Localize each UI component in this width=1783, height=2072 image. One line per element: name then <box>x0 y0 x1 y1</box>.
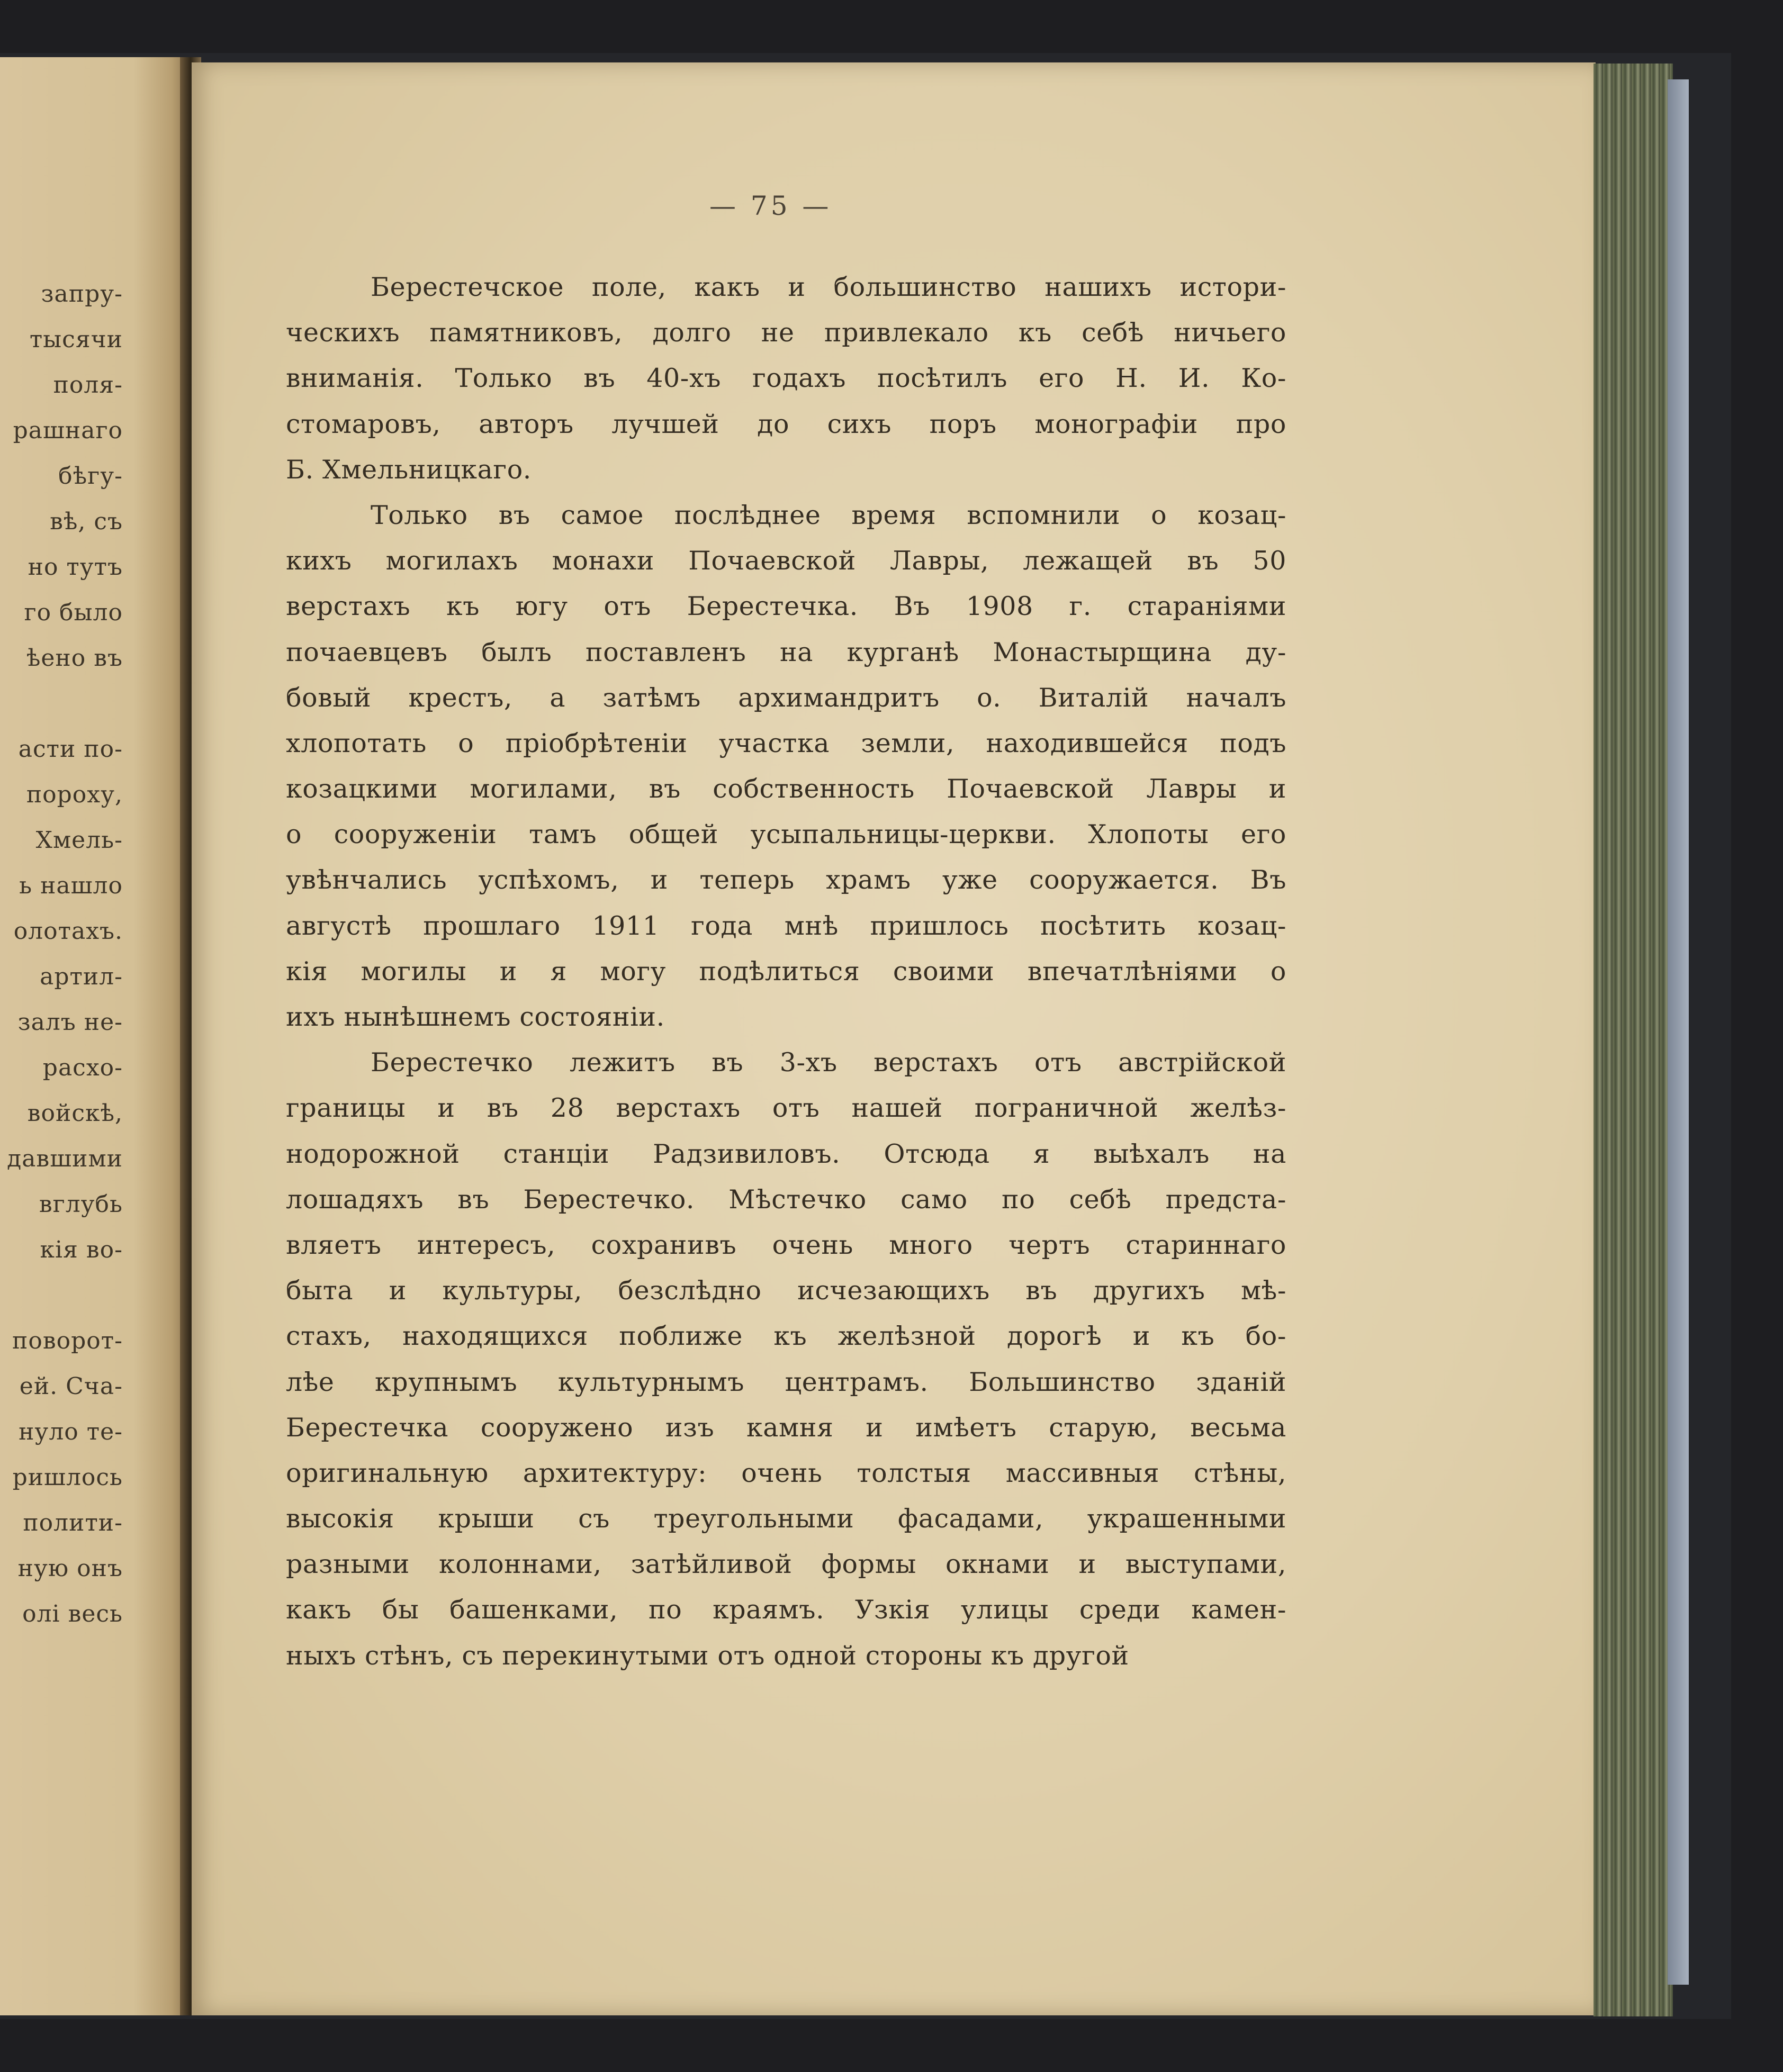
left-page-line <box>0 1273 123 1318</box>
text-line: почаевцевъ былъ поставленъ на курганѣ Монастырщина ду- <box>286 637 1286 667</box>
left-page-line: но тутъ <box>28 554 123 581</box>
left-page-line: ѣено въ <box>26 645 123 672</box>
left-page-line: нуло те- <box>19 1418 123 1445</box>
text-line: Берестечко лежитъ въ 3-хъ верстахъ отъ австрійской <box>371 1047 1286 1078</box>
paragraph <box>286 1040 1286 1679</box>
left-page-line: олі весь <box>22 1600 123 1627</box>
text-line: оригинальную архитектуру: очень толстыя массивныя стѣны, <box>286 1458 1286 1488</box>
text-line: Б. Хмельницкаго. <box>286 454 532 485</box>
text-line: увѣнчались успѣхомъ, и теперь храмъ уже сооружается. Въ <box>286 865 1286 895</box>
page-number: — 75 — <box>709 191 832 221</box>
text-line: августѣ прошлаго 1911 года мнѣ пришлось посѣтить козац- <box>286 910 1286 941</box>
text-line: козацкими могилами, въ собственность Почаевской Лавры и <box>286 774 1286 804</box>
left-page-line: ь нашло <box>19 872 123 899</box>
text-line: вниманія. Только въ 40-хъ годахъ посѣтилъ его Н. И. Ко- <box>286 363 1286 394</box>
left-page-line: олотахъ. <box>13 918 123 945</box>
left-page-line: тысячи <box>29 326 123 353</box>
left-page-line: вглубь <box>39 1191 123 1218</box>
left-page-line: артил- <box>40 963 123 990</box>
left-page-line: запру- <box>41 281 123 307</box>
left-page-line: поворот- <box>12 1327 123 1354</box>
left-page-line: поля- <box>53 372 123 399</box>
left-page-line: бѣгу- <box>58 463 123 490</box>
paragraph <box>286 493 1286 1040</box>
text-line: бовый крестъ, а затѣмъ архимандритъ о. Виталій началъ <box>286 682 1286 713</box>
text-line: хлопотать о пріобрѣтеніи участка земли, находившейся подъ <box>286 728 1286 758</box>
text-line: ныхъ стѣнъ, съ перекинутыми отъ одной стороны къ другой <box>286 1640 1129 1671</box>
text-line: о сооруженіи тамъ общей усыпальницы-церкви. Хлопоты его <box>286 819 1286 850</box>
left-page-line: пороху, <box>26 781 123 808</box>
page-edges <box>1593 64 1673 2016</box>
text-line: вляетъ интересъ, сохранивъ очень много чертъ стариннаго <box>286 1229 1286 1260</box>
left-page-line: войскѣ, <box>27 1100 123 1127</box>
left-page-text-fragments <box>0 272 123 1637</box>
text-line: границы и въ 28 верстахъ отъ нашей пограничной желѣз- <box>286 1093 1286 1124</box>
page-body-text <box>286 265 1286 1679</box>
text-line: стахъ, находящихся поближе къ желѣзной дорогѣ и къ бо- <box>286 1321 1286 1352</box>
left-page-line: кія во- <box>40 1236 123 1263</box>
text-line: Только въ самое послѣднее время вспомнили о козац- <box>371 500 1286 530</box>
left-page-line: асти по- <box>18 736 123 763</box>
text-line: верстахъ къ югу отъ Берестечка. Въ 1908 г. стараніями <box>286 591 1286 622</box>
left-page-line: ришлось <box>12 1464 123 1491</box>
left-page-line: расхо- <box>42 1054 123 1081</box>
text-line: Берестечское поле, какъ и большинство нашихъ истори- <box>371 272 1286 302</box>
left-page-line: ную онъ <box>17 1555 123 1582</box>
text-line: лошадяхъ въ Берестечко. Мѣстечко само по себѣ предста- <box>286 1184 1286 1215</box>
left-page-line: давшими <box>7 1145 123 1172</box>
text-line: ихъ нынѣшнемъ состояніи. <box>286 1002 665 1032</box>
left-page-line: полити- <box>23 1509 123 1536</box>
left-page-line: Хмель- <box>35 827 123 854</box>
text-line: нодорожной станціи Радзивиловъ. Отсюда я выѣхалъ на <box>286 1138 1286 1169</box>
left-page-line: рашнаго <box>13 417 123 444</box>
text-line: какъ бы башенками, по краямъ. Узкія улицы среди камен- <box>286 1595 1286 1625</box>
text-line: разными колоннами, затѣйливой формы окнами и выступами, <box>286 1549 1286 1580</box>
text-line: быта и культуры, безслѣдно исчезающихъ въ другихъ мѣ- <box>286 1275 1286 1306</box>
text-line: высокія крыши съ треугольными фасадами, украшенными <box>286 1504 1286 1534</box>
left-page-line: залъ не- <box>17 1009 123 1036</box>
text-line: лѣе крупнымъ культурнымъ центрамъ. Большинство зданій <box>286 1367 1286 1397</box>
text-line: стомаровъ, авторъ лучшей до сихъ поръ монографіи про <box>286 409 1286 439</box>
left-facing-page <box>0 57 191 2015</box>
left-page-line <box>0 681 123 727</box>
text-line: Берестечка сооружено изъ камня и имѣетъ старую, весьма <box>286 1412 1286 1443</box>
left-page-line: го было <box>24 599 123 626</box>
text-line: кихъ могилахъ монахи Почаевской Лавры, лежащей въ 50 <box>286 546 1286 576</box>
paragraph <box>286 265 1286 493</box>
left-page-line: ей. Сча- <box>19 1373 123 1400</box>
book-cover-edge <box>1668 79 1689 1985</box>
text-line: ческихъ памятниковъ, долго не привлекало къ себѣ ничьего <box>286 318 1286 348</box>
text-line: кія могилы и я могу подѣлиться своими впечатлѣніями о <box>286 956 1286 987</box>
left-page-line: вѣ, съ <box>50 508 123 535</box>
